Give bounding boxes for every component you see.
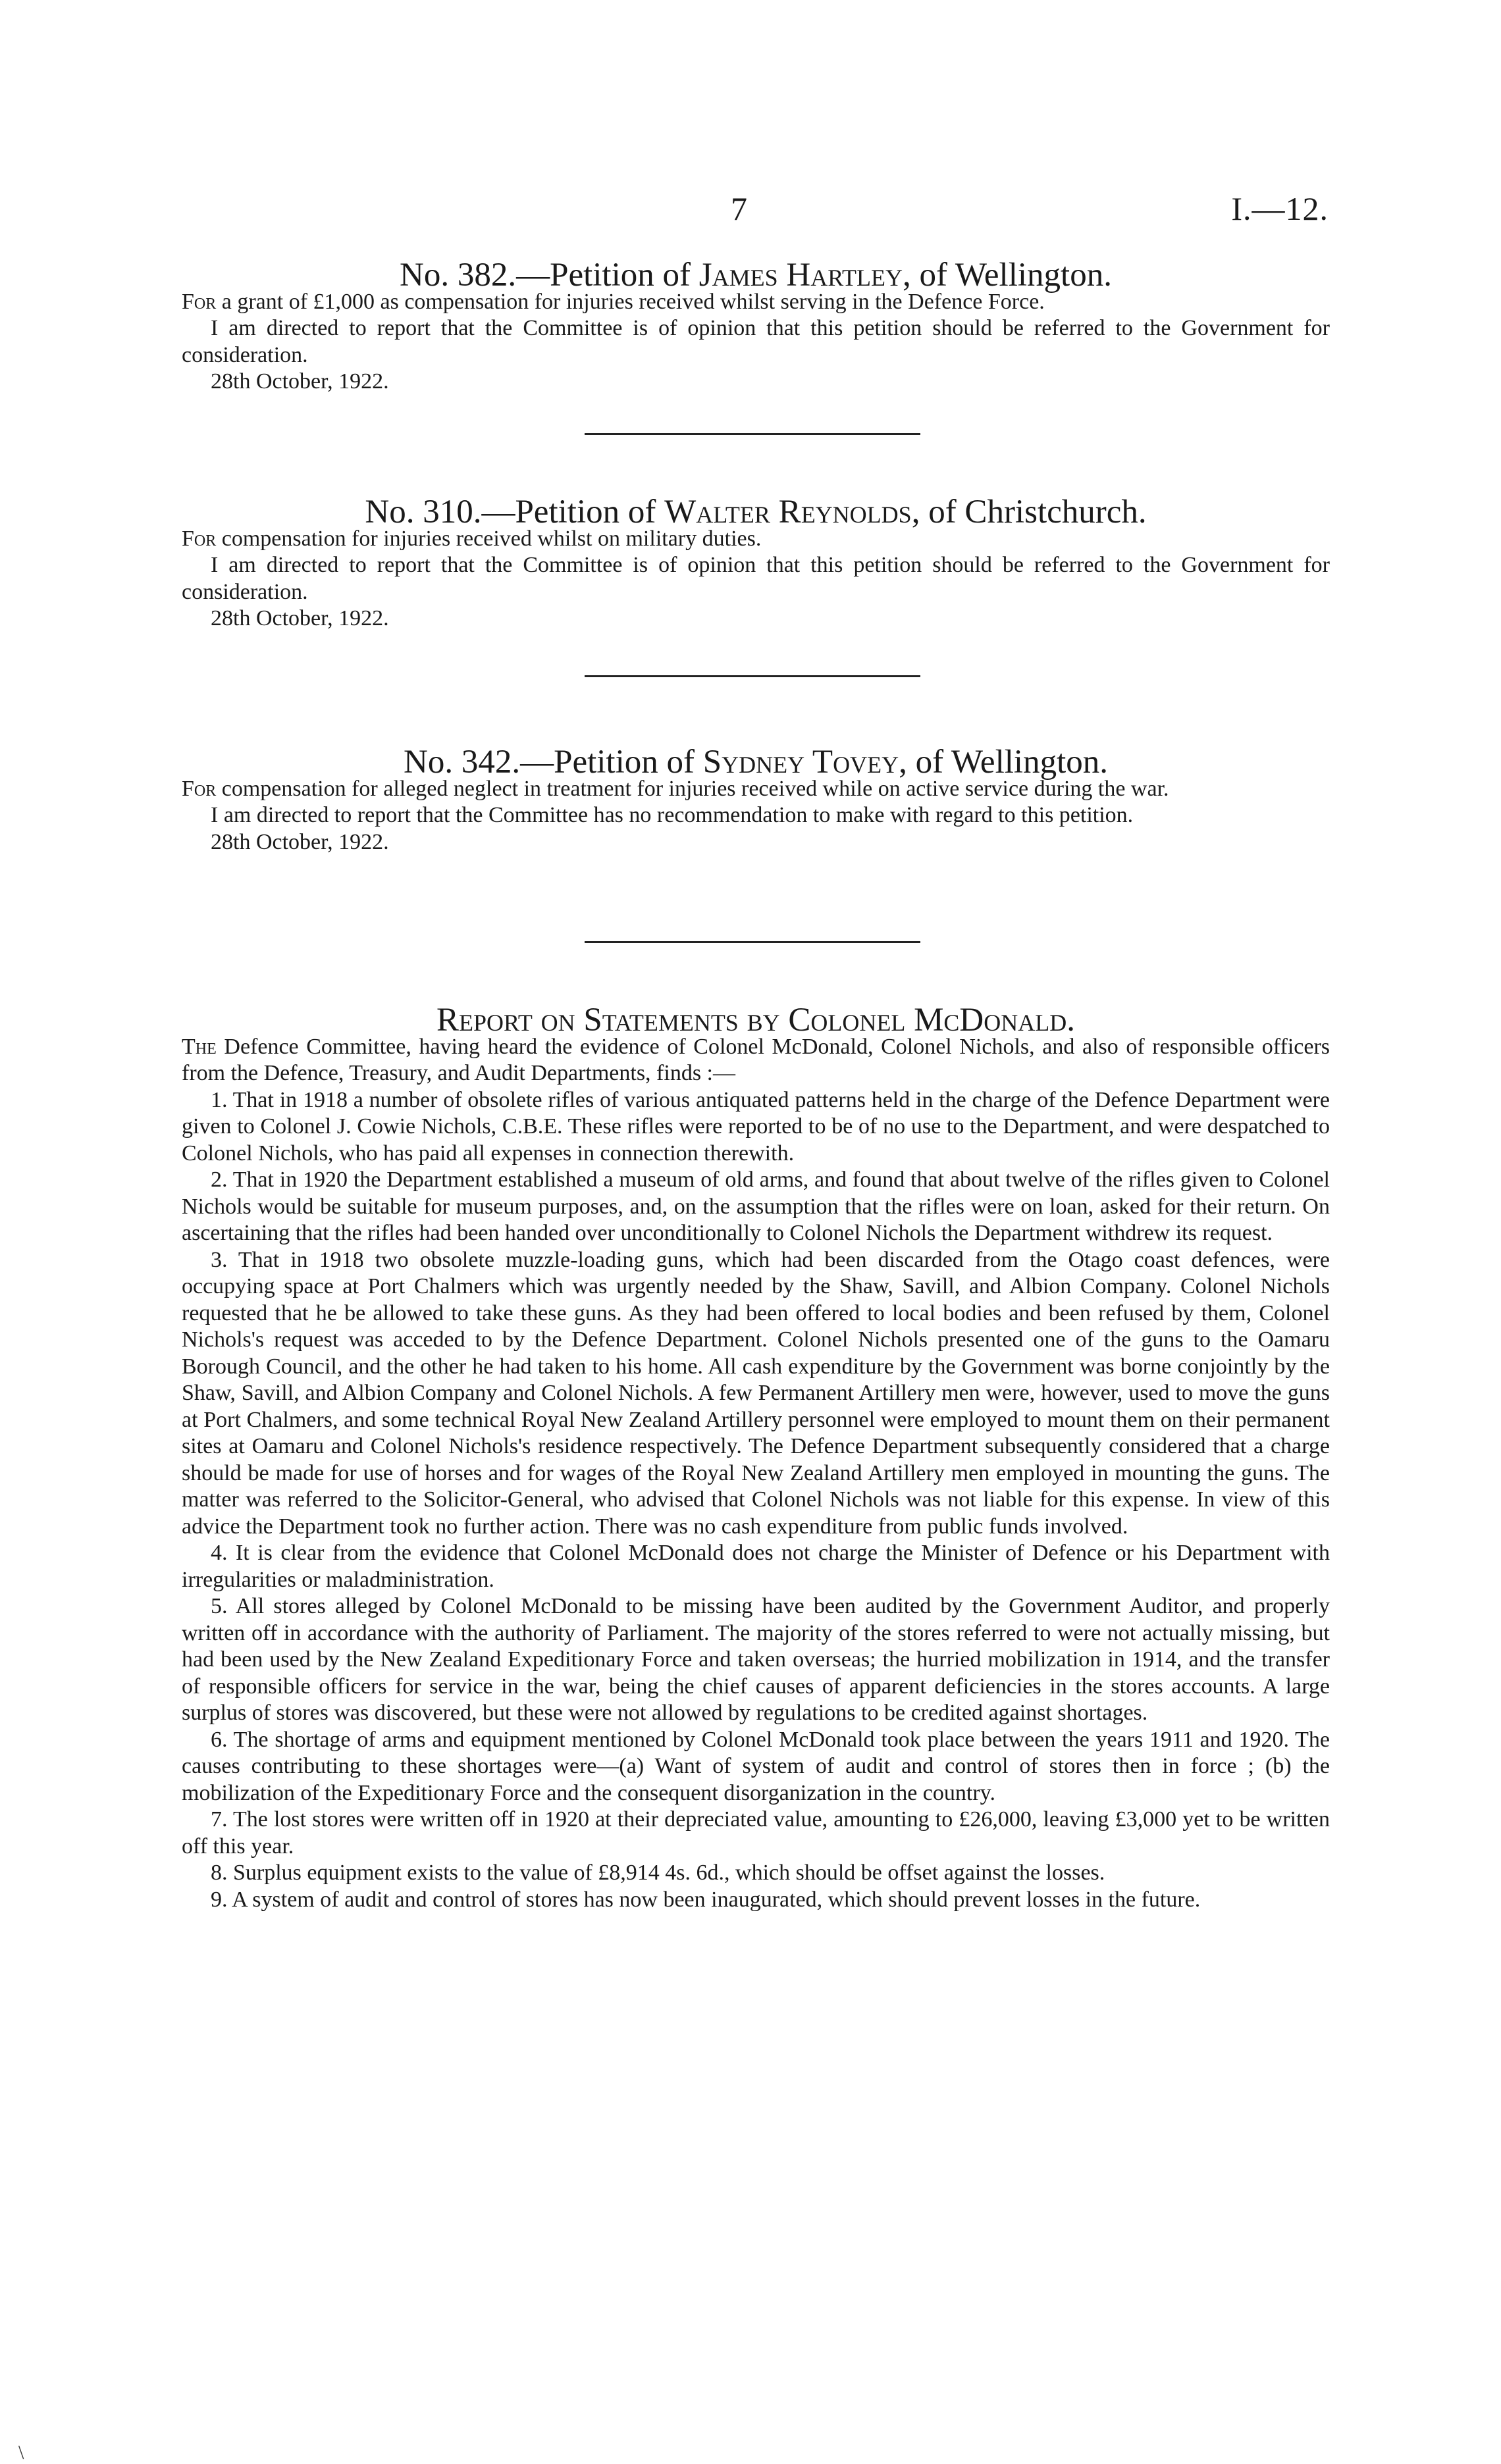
page-header bbox=[0, 190, 1501, 229]
petition-title: No. 382.—Petition of James Hartley, of Wellington. bbox=[400, 257, 1112, 294]
section-divider bbox=[585, 675, 920, 677]
petition-date: 28th October, 1922. bbox=[211, 369, 389, 394]
petition-title: No. 342.—Petition of Sydney Tovey, of Wellington. bbox=[404, 744, 1108, 781]
petition-310 bbox=[182, 494, 1330, 632]
document-reference: I.—12. bbox=[1231, 190, 1329, 227]
finding-5: 5. All stores alleged by Colonel McDonald to be missing have been audited by the Government Auditor, and properly written off in accordance with the authority of Parliament. The majority of the stores referred to were not actually missing, but had been used by the New Zealand Expeditionary Force and taken overseas; the hurried mobilization in 1914, and the transfer of responsible officers for service in the war, being the chief causes of apparent deficiencies in the stores accounts. A large surplus of stores was discovered, but these were not allowed by regulations to be credited against shortages. bbox=[182, 1594, 1330, 1725]
petition-date: 28th October, 1922. bbox=[211, 606, 389, 630]
petitioner-name: Sydney Tovey bbox=[702, 744, 899, 781]
finding-7: 7. The lost stores were written off in 1920 at their depreciated value, amounting to £26,000, leaving £3,000 yet to be written off this year. bbox=[182, 1807, 1330, 1859]
finding-4: 4. It is clear from the evidence that Colonel McDonald does not charge the Minister of Defence or his Department with irregularities or maladministration. bbox=[182, 1541, 1330, 1592]
petition-report: I am directed to report that the Committee is of opinion that this petition should be referred to the Government for consideration. bbox=[182, 553, 1330, 604]
finding-3: 3. That in 1918 two obsolete muzzle-loading guns, which had been discarded from the Otago coast defences, were occupying space at Port Chalmers which was urgently needed by the Shaw, Savill, and Albion Company. Colonel Nichols requested that he be allowed to take these guns. As they had been offered to local bodies and been refused by them, Colonel Nichols's request was acceded to by the Defence Department. Colonel Nichols presented one of the guns to the Oamaru Borough Council, and the other he had taken to his home. All cash expenditure by the Government was borne conjointly by the Shaw, Savill, and Albion Company and Colonel Nichols. A few Permanent Artillery men were, however, used to move the guns at Port Chalmers, and some technical Royal New Zealand Artillery personnel were employed to mount them on their permanent sites at Oamaru and Colonel Nichols's residence respectively. The Defence Department subsequently considered that a charge should be made for use of horses and for wages of the Royal New Zealand Artillery men employed in mounting the guns. The matter was referred to the Solicitor-General, who advised that Colonel Nichols was not liable for this expense. In view of this advice the Department took no further action. There was no cash expenditure from public funds involved. bbox=[182, 1247, 1330, 1539]
finding-6: 6. The shortage of arms and equipment mentioned by Colonel McDonald took place between the years 1911 and 1920. The causes contributing to these shortages were—(a) Want of system of audit and control of stores then in force ; (b) the mobilization of the Expeditionary Force and the consequent disorganization in the country. bbox=[182, 1727, 1330, 1805]
petition-title: No. 310.—Petition of Walter Reynolds, of Christchurch. bbox=[365, 494, 1147, 530]
scan-mark: \ bbox=[18, 2442, 24, 2463]
section-divider bbox=[585, 941, 920, 943]
petition-prayer: For compensation for alleged neglect in treatment for injuries received while on active service during the war. bbox=[182, 776, 1169, 801]
finding-2: 2. That in 1920 the Department established a museum of old arms, and found that about twelve of the rifles given to Colonel Nichols would be suitable for museum purposes, and, on the assumption that the rifles were on loan, asked for their return. On ascertaining that the rifles had been handed over unconditionally to Colonel Nichols the Department withdrew its request. bbox=[182, 1168, 1330, 1245]
report-heading: Report on Statements by Colonel McDonald. bbox=[436, 1002, 1075, 1039]
report-intro: The Defence Committee, having heard the evidence of Colonel McDonald, Colonel Nichols, and also of responsible officers from the Defence, Treasury, and Audit Departments, finds :— bbox=[182, 1034, 1330, 1085]
petition-342 bbox=[182, 744, 1330, 856]
section-divider bbox=[585, 433, 920, 435]
petition-report: I am directed to report that the Committee has no recommendation to make with regard to this petition. bbox=[211, 803, 1134, 827]
petition-report: I am directed to report that the Committee is of opinion that this petition should be referred to the Government for consideration. bbox=[182, 316, 1330, 367]
finding-9: 9. A system of audit and control of stores has now been inaugurated, which should prevent losses in the future. bbox=[211, 1887, 1201, 1912]
page-number: 7 bbox=[731, 190, 747, 227]
petitioner-name: James Hartley bbox=[698, 257, 903, 294]
petition-date: 28th October, 1922. bbox=[211, 829, 389, 854]
petition-prayer: For a grant of £1,000 as compensation for injuries received whilst serving in the Defence Force. bbox=[182, 289, 1045, 314]
petition-prayer: For compensation for injuries received whilst on military duties. bbox=[182, 526, 762, 551]
petition-382 bbox=[182, 257, 1330, 396]
report-section bbox=[182, 1002, 1330, 1913]
finding-1: 1. That in 1918 a number of obsolete rifles of various antiquated patterns held in the charge of the Defence Department were given to Colonel J. Cowie Nichols, C.B.E. These rifles were reported to be of no use to the Department, and were despatched to Colonel Nichols, who has paid all expenses in connection therewith. bbox=[182, 1087, 1330, 1166]
finding-8: 8. Surplus equipment exists to the value of £8,914 4s. 6d., which should be offset against the losses. bbox=[211, 1861, 1105, 1885]
petitioner-name: Walter Reynolds bbox=[664, 494, 912, 530]
